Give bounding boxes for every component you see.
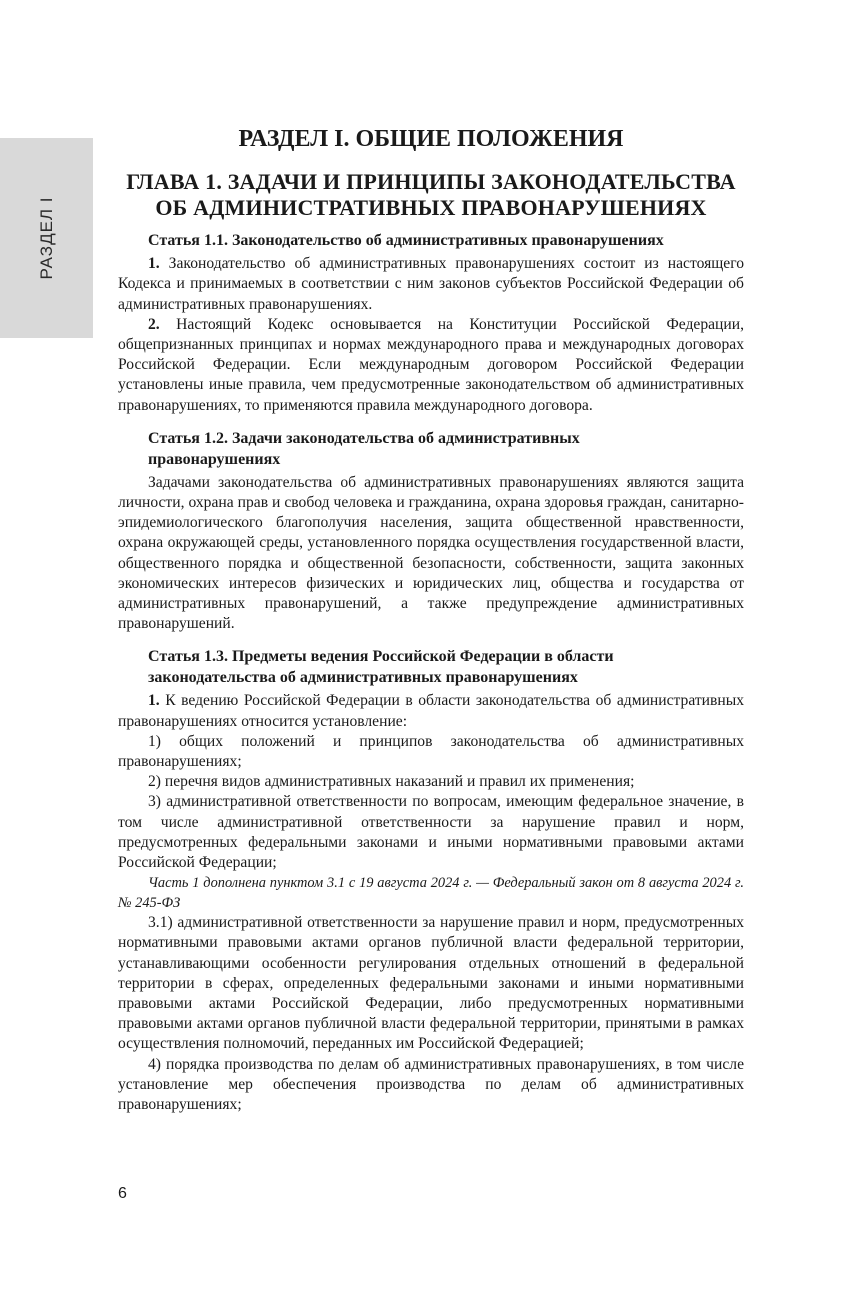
article-1-3-heading-line-1: Статья 1.3. Предметы ведения Российской Федерации в области bbox=[148, 648, 614, 666]
part-number: 2. bbox=[148, 315, 160, 333]
article-1-2-text: Задачами законодательства об административных правонарушениях являются защита личности, охрана прав и свобод человека и гражданина, охрана здоровья граждан, санитарно-эпидемиологического благополучия населения, защита общественной нравственности, охрана окружающей среды, установленного порядка осуществления государственной власти, общественного порядка и общественной безопасности, собственности, защита законных экономических интересов физических и юридических лиц, общества и государства от административных правонарушений, а также предупреждение административных правонарушений. bbox=[118, 473, 744, 633]
section-title: РАЗДЕЛ I. ОБЩИЕ ПОЛОЖЕНИЯ bbox=[238, 126, 624, 152]
article-1-2-heading-line-1: Статья 1.2. Задачи законодательства об административных bbox=[148, 429, 580, 447]
article-1-1-heading bbox=[118, 230, 744, 251]
page-content bbox=[118, 124, 744, 1115]
part-text: К ведению Российской Федерации в области законодательства об административных правонарушениях относится установление: bbox=[118, 692, 744, 730]
article-1-3 bbox=[118, 646, 744, 1115]
article-1-3-part-1 bbox=[118, 691, 744, 731]
article-1-3-item-3: 3) административной ответственности по вопросам, имеющим федеральное значение, в том числе административной ответственности за нарушение правил и норм, предусмотренных федеральными законами и иными нормативными правовыми актами Российской Федерации; bbox=[118, 793, 744, 872]
article-1-2-heading bbox=[118, 428, 744, 470]
part-number: 1. bbox=[148, 692, 160, 710]
article-1-2 bbox=[118, 428, 744, 635]
article-1-3-item-1: 1) общих положений и принципов законодательства об административных правонарушениях; bbox=[118, 732, 744, 771]
article-1-3-heading bbox=[118, 646, 744, 688]
article-1-1-part-2 bbox=[118, 315, 744, 416]
amendment-note: Часть 1 дополнена пунктом 3.1 с 19 августа 2024 г. — Федеральный закон от 8 августа 2024 г. № 245-ФЗ bbox=[118, 875, 744, 912]
section-side-tab-label: РАЗДЕЛ I bbox=[37, 196, 56, 280]
article-1-2-heading-line-2: правонарушениях bbox=[148, 450, 281, 468]
page-number: 6 bbox=[118, 1185, 127, 1202]
article-1-1 bbox=[118, 230, 744, 416]
chapter-title bbox=[118, 169, 744, 221]
chapter-title-line-1: ГЛАВА 1. ЗАДАЧИ И ПРИНЦИПЫ ЗАКОНОДАТЕЛЬСТВА bbox=[126, 169, 736, 195]
chapter-title-line-2: ОБ АДМИНИСТРАТИВНЫХ ПРАВОНАРУШЕНИЯХ bbox=[155, 195, 707, 221]
article-1-3-item-3-1: 3.1) административной ответственности за нарушение правил и норм, предусмотренных нормативными правовыми актами органов публичной власти федеральной территории, устанавливающими особенности регулирования отдельных отношений в федеральной территории в сферах, определенных федеральными законами и иными нормативными правовыми актами Российской Федерации, либо предусмотренных нормативными правовыми актами органов публичной власти федеральной территории, принятыми в рамках осуществления полномочий, переданных им Российской Федерацией; bbox=[118, 914, 744, 1053]
part-text: Настоящий Кодекс основывается на Конституции Российской Федерации, общепризнанных принципах и нормах международного права и международных договорах Российской Федерации. Если международным договором Российской Федерации установлены иные правила, чем предусмотренные законодательством об административных правонарушениях, то применяются правила международного договора. bbox=[118, 315, 744, 414]
article-1-1-part-1 bbox=[118, 254, 744, 315]
part-number: 1. bbox=[148, 255, 160, 273]
article-1-3-item-4: 4) порядка производства по делам об административных правонарушениях, в том числе установление мер обеспечения производства по делам об административных правонарушениях; bbox=[118, 1055, 744, 1114]
article-1-3-heading-line-2: законодательства об административных правонарушениях bbox=[148, 669, 578, 687]
part-text: Законодательство об административных правонарушениях состоит из настоящего Кодекса и принимаемых в соответствии с ним законов субъектов Российской Федерации об административных правонарушениях. bbox=[118, 255, 744, 313]
article-1-1-heading-text: Статья 1.1. Законодательство об административных правонарушениях bbox=[148, 232, 664, 250]
article-1-3-item-2: 2) перечня видов административных наказаний и правил их применения; bbox=[148, 773, 635, 791]
